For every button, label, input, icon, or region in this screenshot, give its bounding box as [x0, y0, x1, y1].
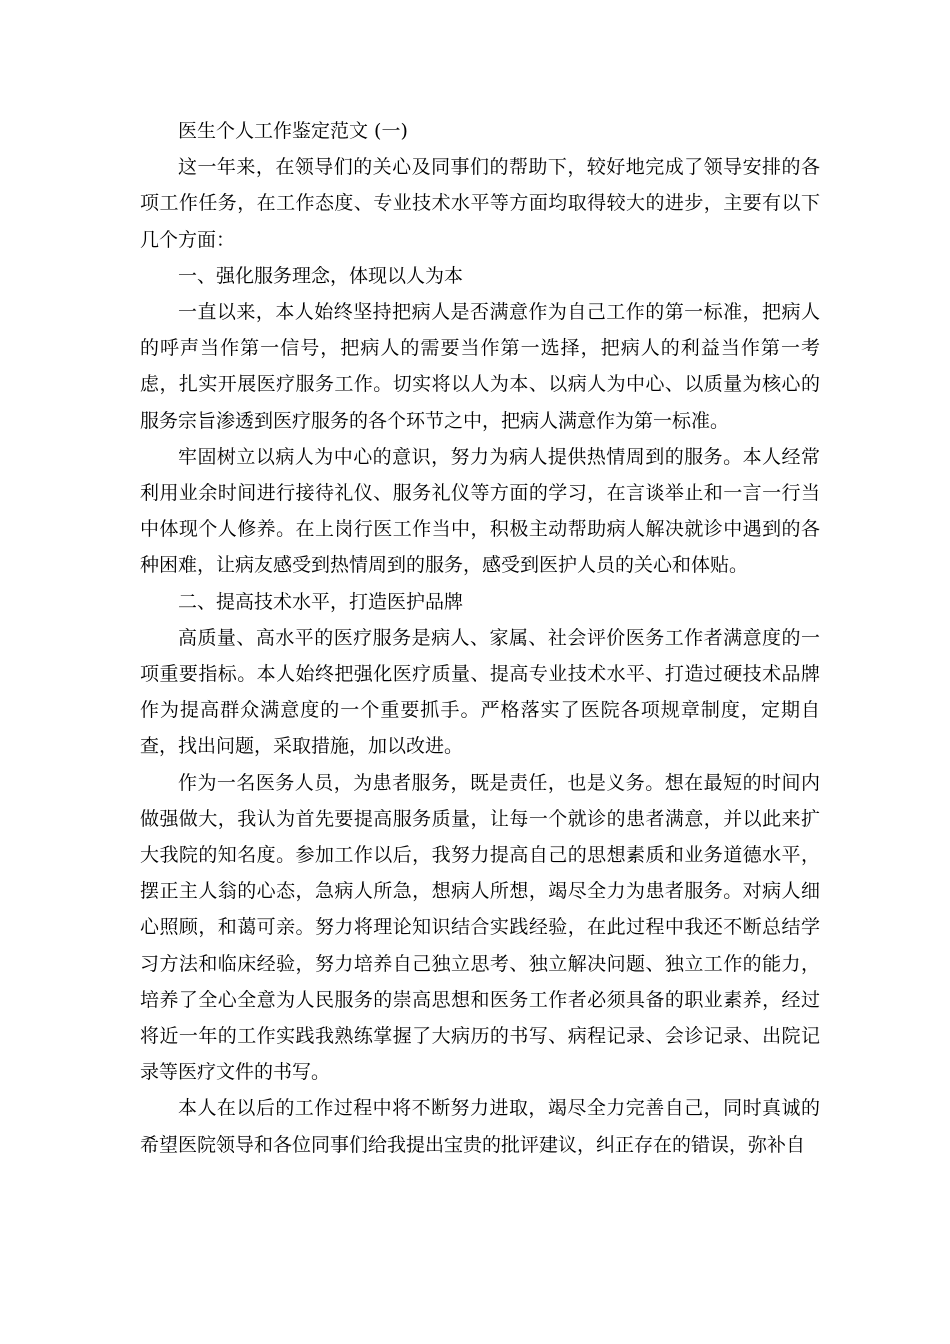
body-paragraph: 本人在以后的工作过程中将不断努力进取，竭尽全力完善自己，同时真诚的希望医院领导和各位同事们给我提出宝贵的批评建议，纠正存在的错误，弥补自	[140, 1097, 820, 1156]
body-paragraph: 一直以来，本人始终坚持把病人是否满意作为自己工作的第一标准，把病人的呼声当作第一信号，把病人的需要当作第一选择，把病人的利益当作第一考虑，扎实开展医疗服务工作。切实将以人为本、以病人为中心、以质量为核心的服务宗旨渗透到医疗服务的各个环节之中，把病人满意作为第一标准。	[140, 301, 820, 432]
document-body	[140, 113, 820, 1163]
body-paragraph: 作为一名医务人员，为患者服务，既是责任，也是义务。想在最短的时间内做强做大，我认为首先要提高服务质量，让每一个就诊的患者满意，并以此来扩大我院的知名度。参加工作以后，我努力提高自己的思想素质和业务道德水平，摆正主人翁的心态，急病人所急，想病人所想，竭尽全力为患者服务。对病人细心照顾，和蔼可亲。努力将理论知识结合实践经验，在此过程中我还不断总结学习方法和临床经验，努力培养自己独立思考、独立解决问题、独立工作的能力，培养了全心全意为人民服务的崇高思想和医务工作者必须具备的职业素养，经过将近一年的工作实践我熟练掌握了大病历的书写、病程记录、会诊记录、出院记录等医疗文件的书写。	[140, 771, 820, 1084]
document-title: 医生个人工作鉴定范文 (一)	[178, 120, 408, 142]
section-heading-1: 一、强化服务理念，体现以人为本	[178, 264, 464, 287]
body-paragraph: 牢固树立以病人为中心的意识，努力为病人提供热情周到的服务。本人经常利用业余时间进行接待礼仪、服务礼仪等方面的学习，在言谈举止和一言一行当中体现个人修养。在上岗行医工作当中，积极主动帮助病人解决就诊中遇到的各种困难，让病友感受到热情周到的服务，感受到医护人员的关心和体贴。	[140, 445, 820, 577]
intro-paragraph: 这一年来，在领导们的关心及同事们的帮助下，较好地完成了领导安排的各项工作任务，在工作态度、专业技术水平等方面均取得较大的进步，主要有以下几个方面：	[140, 156, 820, 251]
body-paragraph: 高质量、高水平的医疗服务是病人、家属、社会评价医务工作者满意度的一项重要指标。本人始终把强化医疗质量、提高专业技术水平、打造过硬技术品牌作为提高群众满意度的一个重要抓手。严格落实了医院各项规章制度，定期自查，找出问题，采取措施，加以改进。	[140, 626, 820, 758]
section-heading-2: 二、提高技术水平，打造医护品牌	[178, 590, 464, 613]
